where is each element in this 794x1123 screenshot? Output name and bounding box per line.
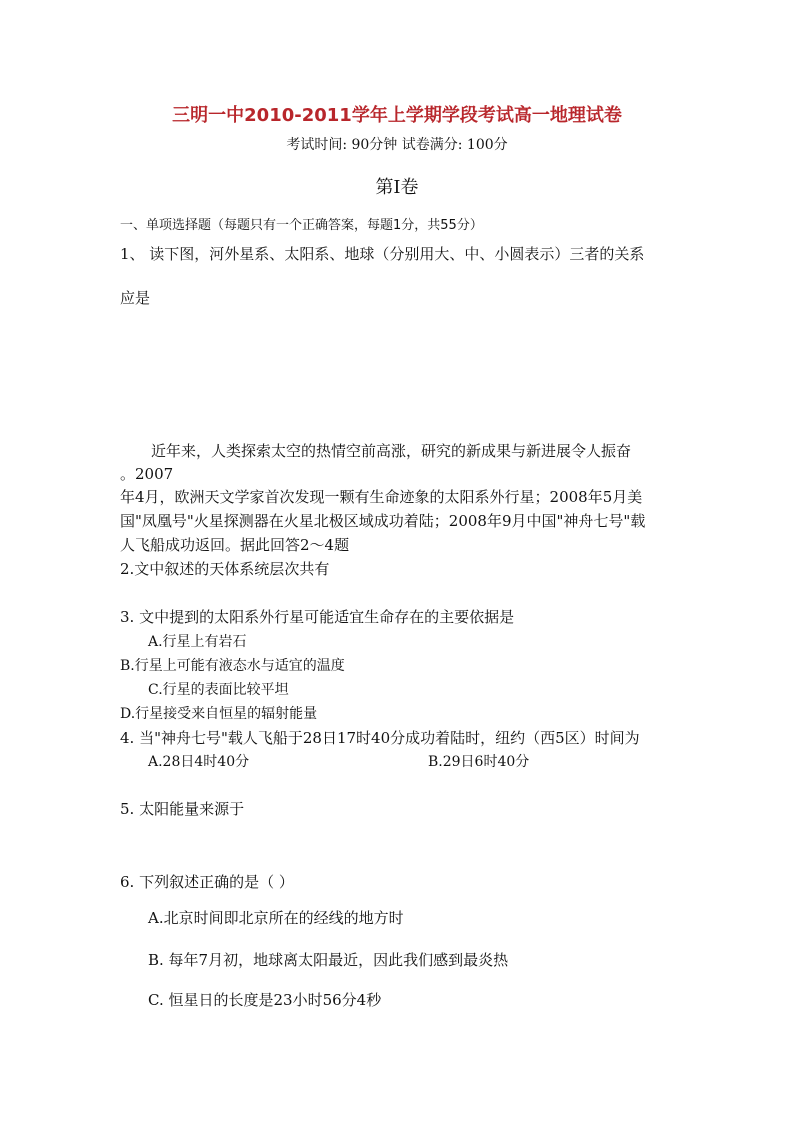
exam-subtitle: 考试时间: 90分钟 试卷满分: 100分 bbox=[286, 137, 508, 153]
q3-option-c: C.行星的表面比较平坦 bbox=[148, 682, 289, 698]
q4-option-b: B.29日6时40分 bbox=[428, 754, 530, 770]
q6-option-a: A.北京时间即北京所在的经线的地方时 bbox=[148, 909, 404, 927]
q5-stem: 5. 太阳能量来源于 bbox=[120, 800, 245, 818]
q2-stem: 2.文中叙述的天体系统层次共有 bbox=[120, 560, 330, 578]
q6-stem: 6. 下列叙述正确的是（ ） bbox=[120, 873, 294, 891]
section-heading: 一、单项选择题（每题只有一个正确答案，每题1分，共55分） bbox=[120, 218, 483, 233]
volume-heading: 第Ⅰ卷 bbox=[375, 177, 419, 198]
passage-line2: 。2007 bbox=[120, 465, 174, 483]
exam-title: 三明一中2010-2011学年上学期学段考试高一地理试卷 bbox=[172, 105, 622, 126]
q6-option-c: C. 恒星日的长度是23小时56分4秒 bbox=[148, 991, 382, 1009]
q1-line2: 应是 bbox=[120, 289, 151, 307]
q4-stem: 4. 当"神舟七号"载人飞船于28日17时40分成功着陆时，纽约（西5区）时间为 bbox=[120, 729, 640, 747]
q3-option-b: B.行星上可能有液态水与适宜的温度 bbox=[120, 658, 345, 674]
q3-option-a: A.行星上有岩石 bbox=[148, 634, 247, 650]
q4-option-a: A.28日4时40分 bbox=[148, 754, 250, 770]
q1-line1: 1、 读下图，河外星系、太阳系、地球（分别用大、中、小圆表示）三者的关系 bbox=[120, 245, 645, 263]
q3-option-d: D.行星接受来自恒星的辐射能量 bbox=[120, 706, 318, 722]
passage-line5: 人飞船成功返回。据此回答2～4题 bbox=[120, 536, 350, 554]
passage-line3: 年4月，欧洲天文学家首次发现一颗有生命迹象的太阳系外行星；2008年5月美 bbox=[120, 488, 643, 506]
passage-line4: 国"凤凰号"火星探测器在火星北极区域成功着陆；2008年9月中国"神舟七号"载 bbox=[120, 512, 646, 530]
passage-line1: 近年来，人类探索太空的热情空前高涨，研究的新成果与新进展令人振奋 bbox=[151, 442, 632, 460]
q3-stem: 3. 文中提到的太阳系外行星可能适宜生命存在的主要依据是 bbox=[120, 608, 515, 626]
q6-option-b: B. 每年7月初，地球离太阳最近，因此我们感到最炎热 bbox=[148, 951, 509, 969]
